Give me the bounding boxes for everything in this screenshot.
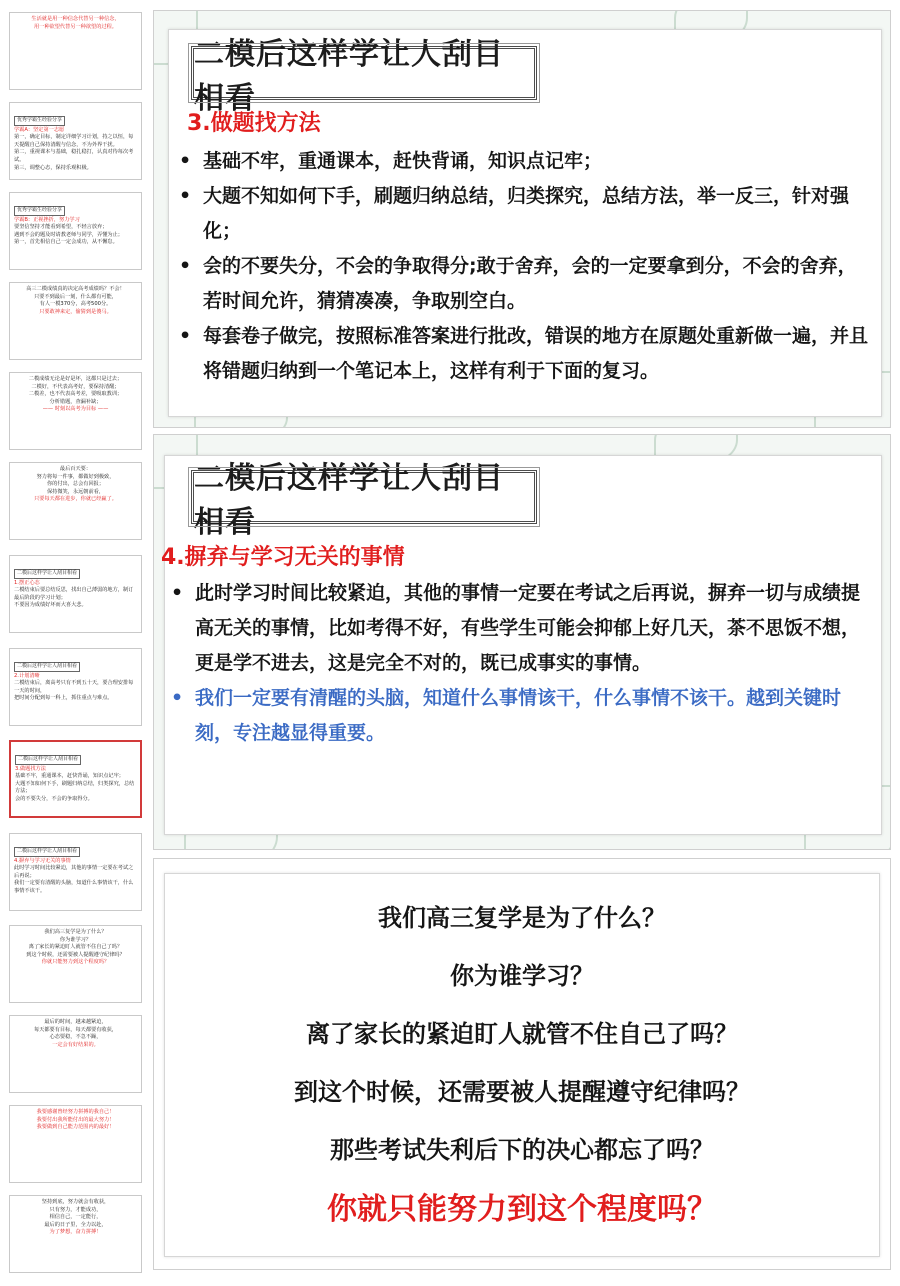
thumbnail-text-line: 遇到不会的题及时请教老师与同学，弄懂为止； xyxy=(14,231,123,238)
thumbnail-text-line: 二模结束后要总结反思，找出自己薄弱的地方，制订最后阶段的学习计划； xyxy=(14,587,134,601)
slide-thumbnail-2[interactable] xyxy=(9,102,142,180)
thumbnail-text-line: 第一，确定目标，制定详细学习计划，持之以恒，每天提醒自己保持清醒与信念，不为外界干扰。 xyxy=(14,134,134,148)
thumbnail-text-line: 分析错题，查漏补缺； xyxy=(49,398,102,405)
question-line-emphasis: 你就只能努力到这个程度吗？ xyxy=(327,1192,717,1227)
thumbnail-text-line: 到这个时候，还需要被人提醒遵守纪律吗？ xyxy=(26,951,125,958)
section-heading: 4.摒弃与学习无关的事情 xyxy=(161,545,405,570)
thumbnail-text-line: 二模后这样学让人刮目相看 xyxy=(14,847,80,857)
thumbnail-text-line: 二模后这样学让人刮目相看 xyxy=(14,569,80,579)
thumbnail-text-line: 最后的日子里，全力以赴， xyxy=(44,1221,107,1228)
thumbnail-text-line: 最后的时间，越来越紧迫， xyxy=(44,1019,107,1025)
content-panel xyxy=(164,873,880,1257)
thumbnail-text-line: 3.做题找方法 xyxy=(15,765,46,772)
thumbnail-text-line: 只要不到最后一刻，什么都有可能， xyxy=(33,293,117,300)
slide-thumbnail-8[interactable] xyxy=(9,648,142,726)
thumbnail-text-line: 为了梦想，奋力拼搏！ xyxy=(49,1229,102,1236)
content-panel xyxy=(168,29,882,417)
thumbnail-text-line: 二模结束后，离高考只有不到五十天，要合理安排每一天的时间， xyxy=(14,680,134,694)
slide-thumbnail-9-selected[interactable] xyxy=(9,740,142,818)
slide-thumbnail-13[interactable] xyxy=(9,1105,142,1183)
thumbnail-text-line: 第三，调整心态，保持乐观积极。 xyxy=(14,164,92,171)
thumbnail-text-line: 要坚信坚持才能看到希望，不轻言放弃； xyxy=(14,224,108,231)
slide-thumbnail-7[interactable] xyxy=(9,555,142,633)
thumbnail-text-line: —— 时刻以高考为目标 —— xyxy=(42,406,109,413)
question-line: 离了家长的紧迫盯人就管不住自己了吗？ xyxy=(306,1020,738,1048)
thumbnail-text-line: 心态要稳，不急不躁， xyxy=(49,1034,102,1041)
question-line: 你为谁学习？ xyxy=(450,962,594,990)
thumbnail-text-line: 学霸B：正视挫折，努力学习 xyxy=(14,216,80,223)
bullet-list xyxy=(165,576,871,751)
bullet-list xyxy=(173,144,869,389)
slide-canvas-4[interactable] xyxy=(153,434,891,850)
slide-canvas-3[interactable] xyxy=(153,10,891,428)
thumbnail-text-line: 只有努力，才能成功， xyxy=(49,1206,102,1213)
question-line: 到这个时候，还需要被人提醒遵守纪律吗？ xyxy=(294,1078,750,1106)
thumbnail-text-line: 第一，首先相信自己一定会成功，从不懈怠。 xyxy=(14,239,118,246)
slide-thumbnail-12[interactable] xyxy=(9,1015,142,1093)
thumbnail-text-line: 我要感谢曾经努力拼搏的我自己！ xyxy=(36,1109,115,1115)
slide-thumbnail-4[interactable] xyxy=(9,282,142,360)
slide-canvas-5[interactable] xyxy=(153,858,891,1270)
slide-thumbnail-6[interactable] xyxy=(9,462,142,540)
thumbnail-text-line: 优秀学霸生经验分享 xyxy=(14,206,65,216)
slide-title: 二模后这样学让人刮目相看 xyxy=(194,37,504,116)
thumbnail-text-line: 我要做到自己能力范围内的最好！ xyxy=(36,1124,115,1131)
slide-title: 二模后这样学让人刮目相看 xyxy=(194,461,504,540)
thumbnail-text-line: 你为谁学习？ xyxy=(59,936,92,943)
thumbnail-text-line: 最后百天要： xyxy=(59,466,92,472)
thumbnail-text-line: 高三二模成绩真的决定高考成绩吗？不会！ xyxy=(26,286,125,292)
bullet-item: • 此时学习时间比较紧迫，其他的事情一定要在考试之后再说，摒弃一切与成绩提高无关的事情，比如考得不好，有些学生可能会抑郁上好几天，茶不思饭不想，更是学不进去，这是完全不对的，既已成事实的事情。 xyxy=(165,576,871,681)
bullet-item: • 会的不要失分，不会的争取得分;敢于舍弃，会的一定要拿到分，不会的舍弃，若时间允许，猜猜凑凑，争取别空白。 xyxy=(173,249,869,319)
content-panel xyxy=(161,455,882,835)
slide-thumbnail-3[interactable] xyxy=(9,192,142,270)
slide-title-box xyxy=(191,37,537,116)
thumbnail-text-line: 相信自己，一定能行， xyxy=(49,1214,102,1221)
question-line: 那些考试失利后下的决心都忘了吗？ xyxy=(330,1136,714,1164)
thumbnail-text-line: 会的不要失分，不会的争取得分。 xyxy=(15,795,93,802)
slide-thumbnail-10[interactable] xyxy=(9,833,142,911)
thumbnail-text-line: 只要敢神来定，偷猜到是傻马。 xyxy=(39,308,112,315)
thumbnail-text-line: 4.摒弃与学习无关的事情 xyxy=(14,857,71,864)
bullet-item: • 大题不知如何下手，刷题归纳总结，归类探究，总结方法，举一反三，针对强化； xyxy=(173,179,869,249)
thumbnail-text-line: 保持微笑，永远朝前看， xyxy=(46,488,105,495)
thumbnail-text-line: 大题不知如何下手，刷题归纳总结，归类探究，总结方法； xyxy=(15,780,135,795)
thumbnail-text-line: 我们高三复学是为了什么？ xyxy=(44,929,107,935)
thumbnail-text-line: 每天都要有目标，每天都要有收获， xyxy=(33,1026,117,1033)
thumbnail-text-line: 我要付出我所能付出的最大努力！ xyxy=(36,1116,115,1123)
thumbnail-text-line: 学霸A：坚定第一志愿 xyxy=(14,126,65,133)
thumbnail-text-line: 二模好，不代表高考好，要保持清醒； xyxy=(31,383,120,390)
thumbnail-text-line: 二模后这样学让人刮目相看 xyxy=(14,662,80,672)
thumbnail-text-line: 1.摆正心态 xyxy=(14,579,40,586)
thumbnail-text-line: 此时学习时间比较紧迫，其他的事情一定要在考试之后再说； xyxy=(14,865,134,879)
bullet-item: • 每套卷子做完，按照标准答案进行批改，错误的地方在原题处重新做一遍，并且将错题归纳到一个笔记本上，这样有利于下面的复习。 xyxy=(173,319,869,389)
thumbnail-text-line: 二模成绩无论是好是坏，这都只是过去； xyxy=(28,376,123,382)
thumbnail-text-line: 你的付出，总会有回报； xyxy=(46,481,105,488)
thumbnail-text-line: 努力将每一件事，都做好到极致， xyxy=(36,473,115,480)
thumbnail-text-line: 只要每天都在进步，你就已经赢了。 xyxy=(33,496,117,503)
thumbnail-text-line: 优秀学霸生经验分享 xyxy=(14,116,65,126)
bullet-item-highlight: • 我们一定要有清醒的头脑，知道什么事情该干，什么事情不该干。越到关键时刻，专注越显得重要。 xyxy=(165,681,871,751)
question-line: 我们高三复学是为了什么？ xyxy=(378,904,666,932)
thumbnail-text-line: 第二，重视课本与基础，稳扎稳打，认真对待每次考试。 xyxy=(14,149,134,163)
slide-thumbnail-1[interactable] xyxy=(9,12,142,90)
thumbnail-text-line: 有人一模370分，高考500分。 xyxy=(39,301,112,308)
thumbnail-text-line: 把时间分配到每一科上，抓住重点与难点。 xyxy=(14,695,113,702)
slide-thumbnail-5[interactable] xyxy=(9,372,142,450)
bullet-item: • 基础不牢，重通课本，赶快背诵，知识点记牢； xyxy=(173,144,869,179)
thumbnail-text-line: 你就只能努力到这个程度吗？ xyxy=(41,959,110,966)
thumbnail-text-line: 基础不牢，重通课本，赶快背诵，知识点记牢； xyxy=(15,773,124,780)
slide-thumbnail-14[interactable] xyxy=(9,1195,142,1273)
thumbnail-text-line: 用一种欲望代替另一种欲望的过程。 xyxy=(33,23,117,30)
thumbnail-text-line: 坚持到底，努力就会有收获， xyxy=(41,1199,110,1205)
slide-thumbnail-panel xyxy=(0,0,148,1286)
thumbnail-text-line: 二模后这样学让人刮目相看 xyxy=(15,755,81,765)
thumbnail-text-line: 生活就是用一种信念代替另一种信念， xyxy=(31,16,120,22)
thumbnail-text-line: 不要因为成绩好坏而大喜大悲。 xyxy=(14,602,87,609)
section-heading: 3.做题找方法 xyxy=(187,111,321,136)
slide-title-box xyxy=(191,461,537,540)
thumbnail-text-line: 2.计划清晰 xyxy=(14,672,40,679)
thumbnail-text-line: 我们一定要有清醒的头脑，知道什么事情该干，什么事情不该干。 xyxy=(14,880,134,894)
slide-thumbnail-11[interactable] xyxy=(9,925,142,1003)
thumbnail-text-line: 一定会有好结果的。 xyxy=(52,1041,99,1048)
thumbnail-text-line: 离了家长的紧迫盯人就管不住自己了吗？ xyxy=(28,944,123,951)
thumbnail-text-line: 二模差，也不代表高考差，要吸取教训； xyxy=(28,391,123,398)
